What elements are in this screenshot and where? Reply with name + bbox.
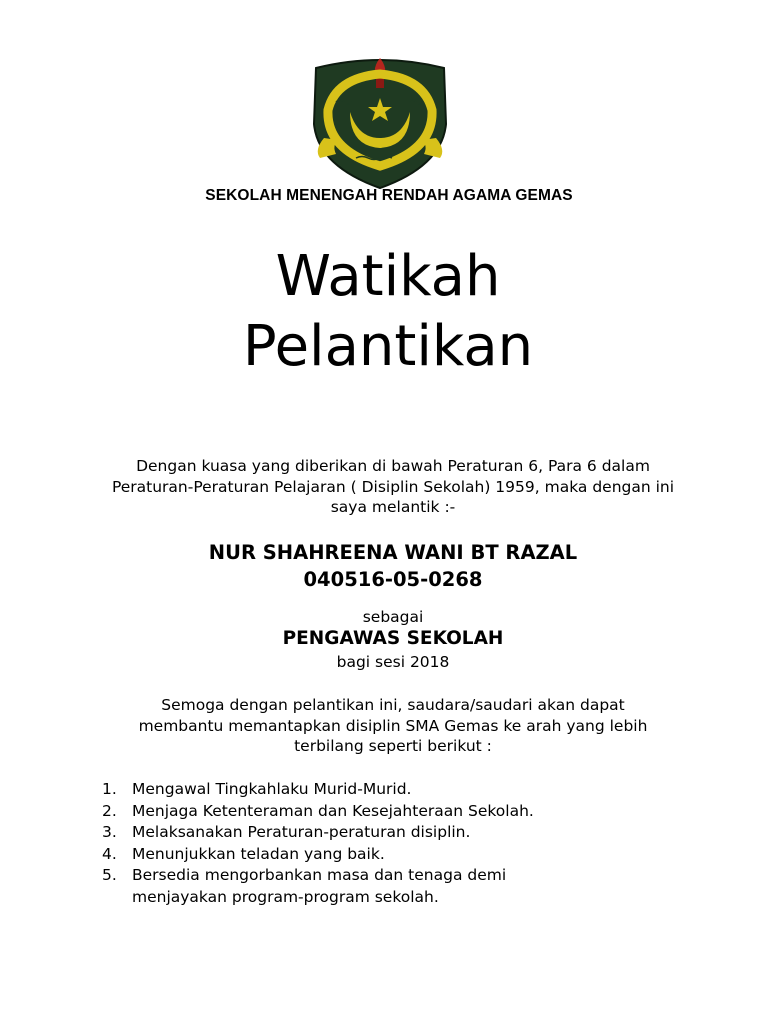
list-item bbox=[102, 801, 582, 823]
list-item bbox=[102, 822, 582, 844]
school-crest-logo bbox=[306, 54, 454, 190]
list-item bbox=[102, 844, 582, 866]
sebagai-label: sebagai bbox=[362, 608, 424, 626]
appointee-ic-number: 040516-05-0268 bbox=[303, 568, 483, 591]
intro-paragraph: Dengan kuasa yang diberikan di bawah Peraturan 6, Para 6 dalam Peraturan-Peraturan Pelajaran ( Disiplin Sekolah) 1959, maka dengan ini saya melantik :- bbox=[111, 457, 675, 516]
list-item-text: Menjaga Ketenteraman dan Kesejahteraan Sekolah. bbox=[132, 801, 534, 820]
list-item bbox=[102, 779, 582, 801]
position-title: PENGAWAS SEKOLAH bbox=[282, 628, 504, 649]
list-item-text: Menunjukkan teladan yang baik. bbox=[132, 844, 385, 863]
session-text: bagi sesi 2018 bbox=[336, 653, 450, 671]
certificate-title-line1: Watikah bbox=[275, 244, 501, 309]
list-item-number: 3. bbox=[102, 823, 117, 841]
list-item-number: 4. bbox=[102, 844, 117, 863]
list-item bbox=[102, 865, 582, 908]
list-item-text: Bersedia mengorbankan masa dan tenaga demi menjayakan program-program sekolah. bbox=[132, 866, 507, 906]
list-item-text: Mengawal Tingkahlaku Murid-Murid. bbox=[132, 780, 412, 798]
list-item-number: 2. bbox=[102, 801, 117, 820]
certificate-title-line2: Pelantikan bbox=[242, 314, 534, 379]
list-item-number: 1. bbox=[102, 780, 117, 798]
list-item-text: Melaksanakan Peraturan-peraturan disiplin. bbox=[132, 823, 471, 841]
list-item-number: 5. bbox=[102, 866, 117, 884]
school-name: SEKOLAH MENENGAH RENDAH AGAMA GEMAS bbox=[205, 187, 573, 204]
appointee-name: NUR SHAHREENA WANI BT RAZAL bbox=[208, 541, 578, 564]
wish-paragraph: Semoga dengan pelantikan ini, saudara/saudari akan dapat membantu memantapkan disiplin SMA Gemas ke arah yang lebih terbilang seperti berikut : bbox=[138, 696, 648, 755]
duties-list bbox=[102, 779, 582, 908]
